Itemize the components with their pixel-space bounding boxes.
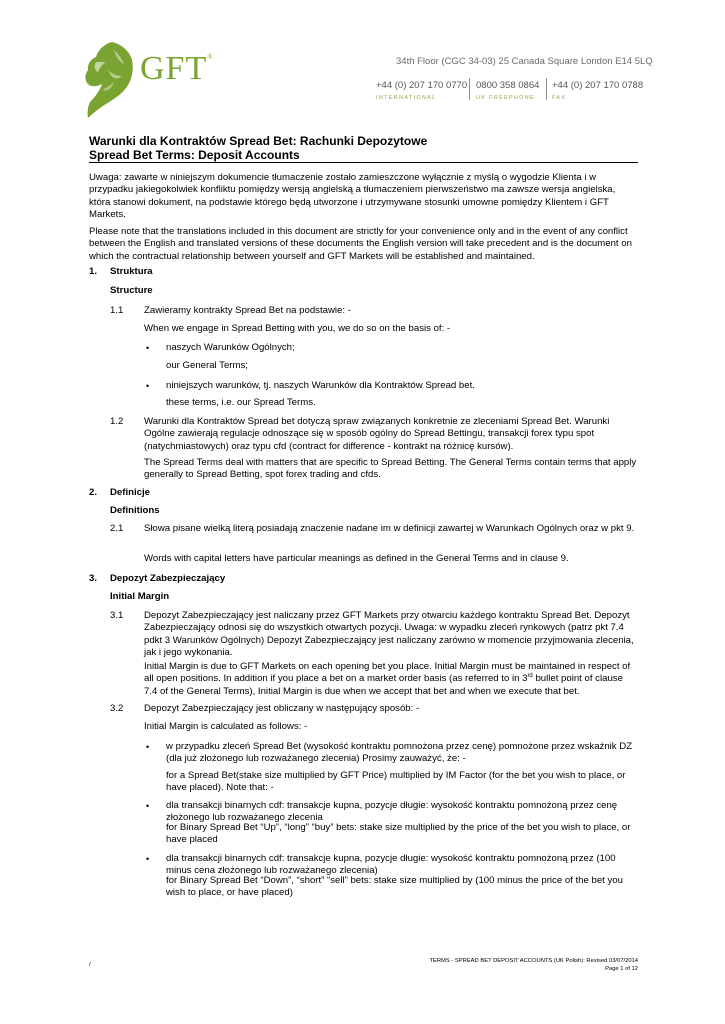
clause-3-2-bullet-1-english: for a Spread Bet(stake size multiplied by GFT Price) multiplied by IM Factor (for the bet you wish to place, or have placed). Note that: - (166, 770, 626, 794)
clause-3-2-number: 3.2 (110, 703, 124, 714)
gft-logo-text: GFT® (140, 50, 214, 87)
clause-1-1-number: 1.1 (110, 305, 124, 316)
section-1-title-polish: Struktura (110, 266, 153, 277)
clause-1-1-english: When we engage in Spread Betting with you, we do so on the basis of: - (144, 323, 451, 334)
bullet-icon: • (146, 801, 150, 811)
title-underline (89, 162, 638, 163)
clause-1-2-number: 1.2 (110, 416, 124, 427)
clause-3-2-bullet-1-polish: w przypadku zleceń Spread Bet (wysokość kontraktu pomnożona przez cenę) pomnożone przez wskaźnik DZ (dla już złożonego lub rozważanego zlecenia) Prosimy zauważyć, że: - (166, 741, 633, 765)
bullet-icon: • (146, 742, 150, 752)
bullet-icon: • (146, 854, 150, 864)
clause-3-2-polish: Depozyt Zabezpieczający jest obliczany w następujący sposób: - (144, 703, 420, 714)
section-3-title-polish: Depozyt Zabezpieczający (110, 573, 226, 584)
section-1-number: 1. (89, 266, 98, 277)
gft-lion-logo-icon (82, 40, 138, 120)
bullet-icon: • (146, 343, 150, 353)
section-2-title-english: Definitions (110, 505, 160, 516)
document-title (89, 134, 427, 162)
clause-1-1-bullet-1-polish: naszych Warunków Ogólnych; (166, 342, 295, 353)
footer-slash: / (89, 962, 91, 968)
clause-1-2-polish: Warunki dla Kontraktów Spread bet dotyczą spraw związanych konkretnie ze zleceniami Spread Bet. Warunki Ogólne zawierają regulacje odnoszące się w sposób ogólny do Spread Bettingu, transakcji forex typu spot (natychmiastowych) oraz typu cfd (contract for difference - kontrakt na różnicę kursów). (144, 416, 610, 452)
clause-2-1-english: Words with capital letters have particular meanings as defined in the General Terms and in clause 9. (144, 553, 569, 564)
phone-freephone: 0800 358 0864 (476, 80, 540, 91)
section-1-title-english: Structure (110, 285, 153, 296)
footer (400, 958, 638, 973)
clause-1-1-bullet-2-english: these terms, i.e. our Spread Terms. (166, 397, 316, 408)
phone-fax: +44 (0) 207 170 0788 (552, 80, 644, 91)
office-address: 34th Floor (CGC 34-03) 25 Canada Square London E14 5LQ (396, 56, 653, 67)
title-english: Spread Bet Terms: Deposit Accounts (89, 148, 300, 162)
clause-2-1-number: 2.1 (110, 523, 124, 534)
intro-polish: Uwaga: zawarte w niniejszym dokumencie tłumaczenie zostało zamieszczone wyłącznie z myślą o wygodzie Klienta i w przypadku jakiegokolwiek konfliktu pomiędzy wersją angielską a tłumaczeniem pierwszeństwo ma zawsze wersja angielska, która stanowi dokument, na podstawie którego będą utworzone i utrzymywane stosunki umowne pomiędzy Klientem i GFT Markets. (89, 172, 616, 221)
clause-3-2-bullet-3-polish: dla transakcji binarnych cdf: transakcje kupna, pozycje długie: wysokość kontraktu pomnożoną przez (100 minus cena złożonego lub rozważanego zlecenia) (166, 853, 616, 877)
header-divider (469, 78, 470, 100)
section-2-number: 2. (89, 487, 98, 498)
phone-freephone-label: UK FREEPHONE (476, 95, 535, 101)
section-2-title-polish: Definicje (110, 487, 150, 498)
clause-3-2-bullet-3-english: for Binary Spread Bet “Down”, “short” “sell” bets: stake size multiplied by (100 minus the price of the bet you wish to place, or have placed) (166, 875, 623, 899)
footer-page-number: Page 1 of 12 (605, 965, 638, 972)
section-3-title-english: Initial Margin (110, 591, 170, 602)
intro-english: Please note that the translations included in this document are strictly for your convenience only and in the event of any conflict between the English and translated versions of these documents the English version will take precedent and is the document on which the contractual relationship between yourself and GFT Markets will be established and maintained. (89, 226, 632, 262)
section-3-number: 3. (89, 573, 98, 584)
clause-1-1-bullet-2-polish: niniejszych warunków, tj. naszych Warunków dla Kontraktów Spread bet. (166, 380, 475, 391)
phone-international: +44 (0) 207 170 0770 (376, 80, 468, 91)
clause-3-2-english: Initial Margin is calculated as follows: - (144, 721, 308, 732)
title-polish: Warunki dla Kontraktów Spread Bet: Rachunki Depozytowe (89, 134, 428, 148)
clause-3-2-bullet-2-polish: dla transakcji binarnych cdf: transakcje kupna, pozycje długie: wysokość kontraktu pomnożoną przez cenę złożonego lub rozważanego zlecenia (166, 800, 618, 824)
phone-fax-label: FAX (552, 95, 567, 101)
bullet-icon: • (146, 381, 150, 391)
clause-1-2-english: The Spread Terms deal with matters that are specific to Spread Betting. The General Terms contain terms that apply generally to Spread Betting, spot forex trading and cfds. (144, 457, 637, 481)
phone-international-label: INTERNATIONAL (376, 95, 437, 101)
clause-3-1-english: Initial Margin is due to GFT Markets on each opening bet you place. Initial Margin must be maintained in respect of all open positions. In addition if you place a bet on a market order basis (as referred to in 3rd bullet point of clause 7.4 of the General Terms), Initial Margin is due when we accept that bet and when we execute that bet. (144, 661, 631, 697)
clause-1-1-polish: Zawieramy kontrakty Spread Bet na podstawie: - (144, 305, 351, 316)
clause-3-1-number: 3.1 (110, 610, 124, 621)
clause-3-2-bullet-2-english: for Binary Spread Bet “Up”, “long” “buy” bets: stake size multiplied by the price of the bet you wish to place, or have placed (166, 822, 631, 846)
header-divider (546, 78, 547, 100)
clause-2-1-polish: Słowa pisane wielką literą posiadają znaczenie nadane im w definicji zawartej w Warunkach Ogólnych oraz w pkt 9. (144, 523, 635, 534)
clause-3-1-polish: Depozyt Zabezpieczający jest naliczany przez GFT Markets przy otwarciu każdego kontraktu Spread Bet. Depozyt Zabezpieczający odnosi się do wszystkich otwartych pozycji. Uwaga: w wypadku zleceń rynkowych (patrz pkt 7.4 pdkt 3 Warunków Ogólnych) Depozyt Zabezpieczający jest naliczany zarówno w momencie przyjmowania zlecenia, jak i jego wykonania. (144, 610, 634, 659)
clause-1-1-bullet-1-english: our General Terms; (166, 360, 248, 371)
footer-document-reference: TERMS - SPREAD BET DEPOSIT ACCOUNTS (UK Polish): Revised 03/07/2014 (429, 958, 638, 964)
